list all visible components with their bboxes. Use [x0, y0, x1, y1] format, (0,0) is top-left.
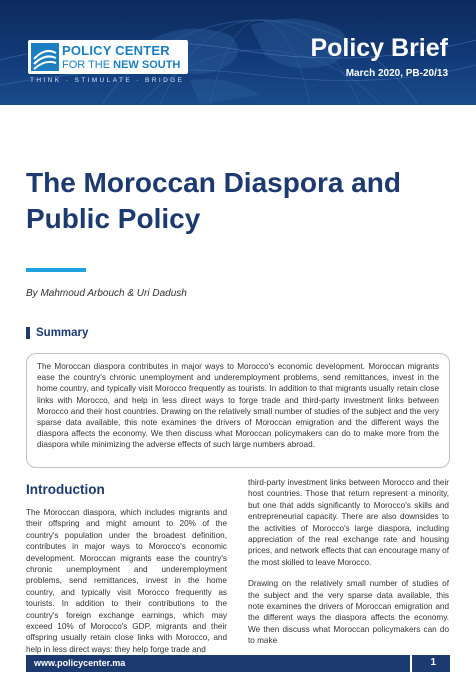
footer-divider	[410, 655, 412, 672]
intro-paragraph-3: Drawing on the relatively small number of studies of the subject and the very sparse data available, this note examines the drivers of Moroccan emigration and the different ways the diaspora affects the economy. We then discuss what Moroccan policymakers can do to make	[248, 579, 449, 646]
doc-date-reference: March 2020, PB-20/13	[345, 68, 448, 79]
title-accent-rule	[26, 268, 86, 272]
summary-heading	[26, 327, 88, 339]
intro-paragraph-1: The Moroccan diaspora, which includes migrants and their offspring and might amount to 20% of the country's population under the broadest definition, contributes in major ways to Morocco's economic development. Moroccan migrants ease the country's chronic unemployment and underemployment problems, send remittances, invest in the home country, and typically visit Morocco frequently as tourists. In addition to their contributions to the country's foreign exchange earnings, which may exceed 10% of Morocco's GDP, migrants and their offspring usually retain close links with Morocco, and help in less direct ways: they help forge trade and	[26, 508, 227, 654]
logo-text-line2: FOR THE NEW SOUTH	[62, 59, 181, 71]
summary-marker	[26, 327, 30, 339]
logo-mark-icon	[31, 43, 59, 71]
page-number: 1	[430, 657, 436, 668]
summary-box: The Moroccan diaspora contributes in major ways to Morocco's economic development. Moroccan migrants ease the country's chronic unemployment and underemployment problems, send remittances, invest in the home country, and typically visit Morocco frequently as tourists. In addition to that migrants usually retain close links with Morocco, and help in less direct ways to forge trade and third-party investment links between Morocco and their host countries. Drawing on the relatively small number of studies of the subject and the very sparse data available, this note examines the drivers of Moroccan emigration and the different ways the diaspora affects the economy. We then discuss what Moroccan policymakers can do to make more from the diaspora while minimizing the adverse effects of such large numbers abroad.	[26, 353, 450, 468]
footer-bar	[26, 655, 450, 672]
introduction-heading: Introduction	[26, 482, 105, 497]
doc-type-title: Policy Brief	[310, 34, 448, 62]
page-title: The Moroccan Diaspora and Public Policy	[26, 167, 401, 234]
header-banner	[0, 0, 476, 105]
authors-line: By Mahmoud Arbouch & Uri Dadush	[26, 288, 187, 299]
summary-label: Summary	[36, 327, 89, 339]
column-right	[248, 477, 449, 657]
intro-paragraph-2: third-party investment links between Morocco and their host countries. Those that return represent a minority, but one that adds significantly to Morocco's skills and entrepreneurial capacity. There are also downsides to the activities of Morocco's large diaspora, including appreciation of the real exchange rate and housing prices, and network effects that can encourage many of the most skilled to leave Morocco.	[248, 478, 450, 567]
tagline: THINK · STIMULATE · BRIDGE	[30, 77, 185, 84]
logo-text-line1: POLICY CENTER	[62, 43, 170, 58]
footer-website-link[interactable]: www.policycenter.ma	[34, 658, 126, 668]
column-left	[26, 482, 227, 665]
policy-center-logo[interactable]	[28, 40, 188, 74]
